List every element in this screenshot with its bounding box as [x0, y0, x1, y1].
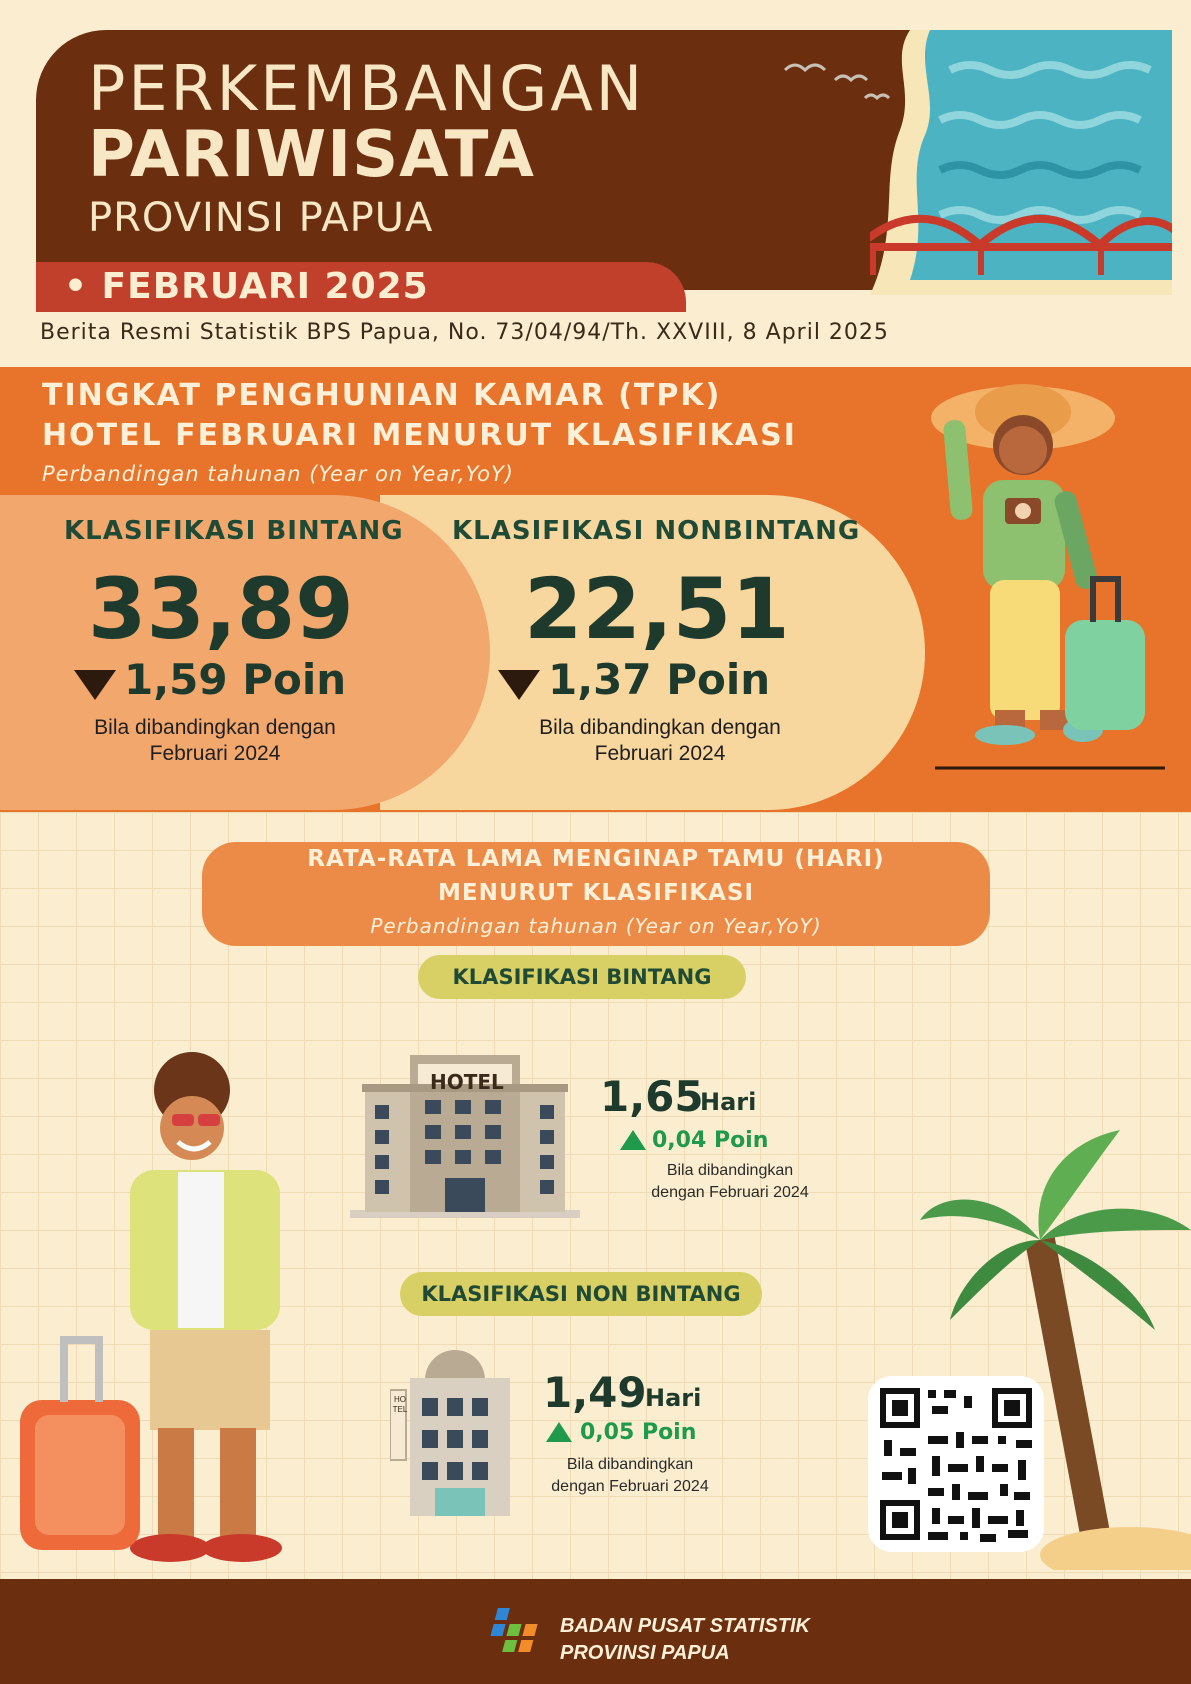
tourist-man-illustration	[20, 1050, 290, 1570]
rlm-nonbintang-compare	[530, 1454, 730, 1498]
rlm-bintang-change: 0,04 Poin	[652, 1128, 769, 1153]
sea-bridge-illustration	[870, 30, 1172, 295]
compare-line2: Februari 2024	[594, 742, 726, 765]
rlm-nonbintang-change: 0,05 Poin	[580, 1420, 697, 1445]
rlm-bintang-unit: Hari	[700, 1088, 757, 1116]
tpk-nonbintang-value: 22,51	[524, 560, 790, 658]
tpk-heading-line2: HOTEL FEBRUARI MENURUT KLASIFIKASI	[42, 418, 797, 453]
compare-line2: Februari 2024	[149, 742, 281, 765]
tpk-heading-line1: TINGKAT PENGHUNIAN KAMAR (TPK)	[42, 378, 722, 413]
org-name-line2: PROVINSI PAPUA	[560, 1642, 730, 1664]
rlm-subtitle: Perbandingan tahunan (Year on Year,YoY)	[370, 914, 822, 938]
decrease-arrow-icon	[498, 670, 540, 700]
compare-line2: dengan Februari 2024	[551, 1478, 709, 1495]
compare-line2: dengan Februari 2024	[651, 1184, 809, 1201]
tpk-nonbintang-label: KLASIFIKASI NONBINTANG	[452, 516, 861, 546]
hotel-sign: HOTEL	[430, 1070, 504, 1094]
compare-line1: Bila dibandingkan	[566, 1456, 694, 1473]
nonstar-hotel-icon	[390, 1350, 520, 1520]
period-label: • FEBRUARI 2025	[64, 266, 429, 307]
release-reference: Berita Resmi Statistik BPS Papua, No. 73/04/94/Th. XXVIII, 8 April 2025	[40, 320, 889, 345]
compare-line1: Bila dibandingkan dengan	[539, 716, 781, 739]
decrease-arrow-icon	[74, 670, 116, 700]
tpk-bintang-compare	[30, 715, 400, 767]
rlm-bintang-label: KLASIFIKASI BINTANG	[418, 955, 746, 999]
tpk-nonbintang-compare	[475, 715, 845, 767]
rlm-heading-line1: RATA-RATA LAMA MENGINAP TAMU (HARI)	[307, 846, 885, 872]
org-name-line1: BADAN PUSAT STATISTIK	[560, 1615, 810, 1637]
rlm-bintang-value: 1,65	[600, 1072, 704, 1121]
tourist-woman-illustration	[905, 380, 1175, 780]
rlm-heading-line2: MENURUT KLASIFIKASI	[437, 880, 755, 906]
tpk-nonbintang-change: 1,37 Poin	[548, 655, 771, 704]
page-title-line1: PERKEMBANGAN	[88, 52, 646, 125]
tpk-bintang-change: 1,59 Poin	[124, 655, 347, 704]
tpk-bintang-label: KLASIFIKASI BINTANG	[64, 516, 404, 546]
tpk-subtitle: Perbandingan tahunan (Year on Year,YoY)	[42, 462, 514, 486]
bps-logo-icon	[485, 1604, 551, 1664]
birds-icon	[780, 50, 900, 110]
rlm-nonbintang-unit: Hari	[645, 1384, 702, 1412]
increase-arrow-icon	[546, 1422, 572, 1442]
compare-line1: Bila dibandingkan	[666, 1162, 794, 1179]
page-title-line2: PARIWISATA	[88, 118, 535, 192]
page-title-line3: PROVINSI PAPUA	[88, 195, 434, 241]
compare-line1: Bila dibandingkan dengan	[94, 716, 336, 739]
hotel-vertical-sign: HOTEL	[392, 1395, 408, 1414]
tpk-bintang-value: 33,89	[88, 560, 354, 658]
rlm-nonbintang-value: 1,49	[543, 1368, 647, 1417]
rlm-nonbintang-label: KLASIFIKASI NON BINTANG	[400, 1272, 762, 1316]
rlm-bintang-compare	[630, 1160, 830, 1204]
increase-arrow-icon	[620, 1130, 646, 1150]
qr-code[interactable]	[868, 1376, 1044, 1552]
